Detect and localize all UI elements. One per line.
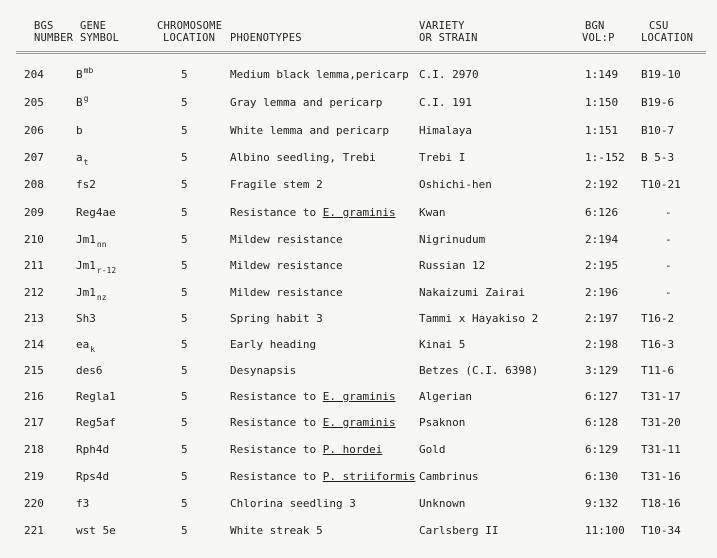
phenotype-text: Fragile stem 2 bbox=[230, 178, 323, 191]
phenotype bbox=[230, 151, 376, 164]
variety-strain: Kwan bbox=[419, 206, 446, 219]
csu-location: B 5-3 bbox=[641, 151, 675, 164]
phenotype-text: Gray lemma and pericarp bbox=[230, 96, 383, 109]
table-row bbox=[0, 524, 717, 545]
table-row bbox=[0, 286, 717, 307]
chromosome-location: 5 bbox=[181, 124, 188, 137]
bgn-vol-page: 11:100 bbox=[585, 524, 625, 537]
header-variety-strain bbox=[419, 20, 478, 44]
csu-location: B19-10 bbox=[641, 68, 681, 81]
variety-strain: Carlsberg II bbox=[419, 524, 499, 537]
phenotype bbox=[230, 338, 316, 351]
csu-location: - bbox=[665, 206, 672, 219]
table-row bbox=[0, 259, 717, 280]
gene-symbol-base: Rps4d bbox=[76, 470, 110, 483]
phenotype bbox=[230, 524, 323, 537]
csu-location: T16-2 bbox=[641, 312, 675, 325]
table-row bbox=[0, 312, 717, 333]
gene-symbol bbox=[76, 364, 103, 377]
phenotype-species: E. graminis bbox=[322, 390, 396, 403]
variety-strain: Gold bbox=[419, 443, 446, 456]
gene-symbol-base: des6 bbox=[76, 364, 103, 377]
bgs-number: 210 bbox=[24, 233, 44, 246]
variety-strain: Algerian bbox=[419, 390, 472, 403]
variety-strain: C.I. 191 bbox=[419, 96, 472, 109]
bgs-number: 219 bbox=[24, 470, 44, 483]
phenotype bbox=[230, 416, 396, 429]
variety-strain: Betzes (C.I. 6398) bbox=[419, 364, 539, 377]
gene-symbol bbox=[76, 470, 109, 483]
gene-symbol bbox=[76, 390, 116, 403]
variety-strain: Unknown bbox=[419, 497, 466, 510]
csu-location: - bbox=[665, 259, 672, 272]
phenotype-text: Resistance to bbox=[230, 390, 323, 403]
table-row bbox=[0, 151, 717, 172]
phenotype bbox=[230, 233, 343, 246]
chromosome-location: 5 bbox=[181, 206, 188, 219]
phenotype bbox=[230, 96, 382, 109]
bgs-number: 212 bbox=[24, 286, 44, 299]
gene-symbol-base: B bbox=[76, 96, 83, 109]
table-row bbox=[0, 206, 717, 227]
table-row bbox=[0, 497, 717, 518]
phenotype bbox=[230, 68, 409, 81]
header-chrom-line2: LOCATION bbox=[163, 32, 216, 44]
phenotype-text: White lemma and pericarp bbox=[230, 124, 389, 137]
header-phenotypes bbox=[230, 32, 302, 44]
phenotype-text: Resistance to bbox=[230, 416, 323, 429]
header-rule-bottom bbox=[16, 53, 706, 54]
chromosome-location: 5 bbox=[181, 524, 188, 537]
bgn-vol-page: 6:126 bbox=[585, 206, 619, 219]
phenotype-text: Medium black lemma,pericarp bbox=[230, 68, 409, 81]
bgs-number: 221 bbox=[24, 524, 44, 537]
bgn-vol-page: 3:129 bbox=[585, 364, 619, 377]
phenotype bbox=[230, 470, 415, 483]
table-row bbox=[0, 233, 717, 254]
csu-location: T16-3 bbox=[641, 338, 675, 351]
header-rule-top bbox=[16, 51, 706, 52]
bgs-number: 215 bbox=[24, 364, 44, 377]
bgn-vol-page: 6:130 bbox=[585, 470, 619, 483]
bgs-number: 214 bbox=[24, 338, 44, 351]
bgs-number: 208 bbox=[24, 178, 44, 191]
table-row bbox=[0, 124, 717, 145]
header-chrom-line1: CHROMOSOME bbox=[157, 20, 223, 32]
bgs-number: 207 bbox=[24, 151, 44, 164]
chromosome-location: 5 bbox=[181, 338, 188, 351]
header-phen-line: PHOENOTYPES bbox=[230, 32, 302, 44]
table-row bbox=[0, 178, 717, 199]
gene-symbol-base: Jm1 bbox=[76, 286, 96, 299]
bgs-number: 211 bbox=[24, 259, 44, 272]
gene-symbol-base: Jm1 bbox=[76, 233, 96, 246]
phenotype-text: Chlorina seedling 3 bbox=[230, 497, 356, 510]
bgs-number: 205 bbox=[24, 96, 44, 109]
csu-location: B19-6 bbox=[641, 96, 675, 109]
chromosome-location: 5 bbox=[181, 470, 188, 483]
chromosome-location: 5 bbox=[181, 312, 188, 325]
gene-symbol bbox=[76, 259, 117, 275]
csu-location: T31-17 bbox=[641, 390, 681, 403]
phenotype-text: Mildew resistance bbox=[230, 286, 343, 299]
phenotype-species: P. striiformis bbox=[322, 470, 416, 483]
table-row bbox=[0, 390, 717, 411]
gene-symbol bbox=[76, 68, 93, 81]
phenotype bbox=[230, 286, 343, 299]
header-variety-line1: VARIETY bbox=[419, 20, 465, 32]
gene-symbol bbox=[76, 206, 116, 219]
gene-symbol bbox=[76, 286, 107, 302]
variety-strain: Tammi x Hayakiso 2 bbox=[419, 312, 539, 325]
variety-strain: Nakaizumi Zairai bbox=[419, 286, 525, 299]
chromosome-location: 5 bbox=[181, 286, 188, 299]
bgn-vol-page: 1:-152 bbox=[585, 151, 625, 164]
chromosome-location: 5 bbox=[181, 497, 188, 510]
chromosome-location: 5 bbox=[181, 68, 188, 81]
csu-location: T31-16 bbox=[641, 470, 681, 483]
gene-symbol bbox=[76, 178, 96, 191]
csu-location: T11-6 bbox=[641, 364, 675, 377]
gene-symbol-base: b bbox=[76, 124, 83, 137]
header-bgn-line1: BGN bbox=[585, 20, 605, 32]
bgs-number: 220 bbox=[24, 497, 44, 510]
header-bgn-line2: VOL:P bbox=[582, 32, 615, 44]
gene-symbol-subscript: t bbox=[83, 158, 89, 167]
csu-location: T10-21 bbox=[641, 178, 681, 191]
phenotype-species: E. graminis bbox=[322, 416, 396, 429]
bgs-number: 217 bbox=[24, 416, 44, 429]
gene-symbol-base: a bbox=[76, 151, 83, 164]
bgn-vol-page: 9:132 bbox=[585, 497, 619, 510]
gene-symbol-base: Sh3 bbox=[76, 312, 96, 325]
table-row bbox=[0, 470, 717, 491]
gene-symbol-subscript: nz bbox=[96, 293, 107, 302]
header-bgs-number bbox=[34, 20, 73, 44]
bgn-vol-page: 6:128 bbox=[585, 416, 619, 429]
gene-symbol-base: Jm1 bbox=[76, 259, 96, 272]
header-bgs-line1: BGS bbox=[34, 20, 54, 32]
bgn-vol-page: 6:129 bbox=[585, 443, 619, 456]
gene-symbol bbox=[76, 124, 83, 137]
phenotype-text: Mildew resistance bbox=[230, 259, 343, 272]
variety-strain: Psaknon bbox=[419, 416, 466, 429]
gene-symbol-subscript: k bbox=[90, 345, 96, 354]
variety-strain: Trebi I bbox=[419, 151, 466, 164]
phenotype-text: Resistance to bbox=[230, 206, 323, 219]
bgs-number: 218 bbox=[24, 443, 44, 456]
phenotype-text: Desynapsis bbox=[230, 364, 297, 377]
bgs-number: 213 bbox=[24, 312, 44, 325]
chromosome-location: 5 bbox=[181, 364, 188, 377]
table-row bbox=[0, 416, 717, 437]
variety-strain: Oshichi-hen bbox=[419, 178, 492, 191]
gene-symbol-subscript: nn bbox=[96, 240, 107, 249]
phenotype-species: P. hordei bbox=[322, 443, 383, 456]
gene-symbol bbox=[76, 96, 88, 109]
variety-strain: Himalaya bbox=[419, 124, 472, 137]
phenotype bbox=[230, 312, 323, 325]
csu-location: - bbox=[665, 286, 672, 299]
variety-strain: Cambrinus bbox=[419, 470, 479, 483]
phenotype-text: Resistance to bbox=[230, 443, 323, 456]
variety-strain: Kinai 5 bbox=[419, 338, 466, 351]
gene-symbol bbox=[76, 497, 89, 510]
phenotype-text: Early heading bbox=[230, 338, 317, 351]
gene-symbol-base: ea bbox=[76, 338, 90, 351]
csu-location: T18-16 bbox=[641, 497, 681, 510]
chromosome-location: 5 bbox=[181, 443, 188, 456]
chromosome-location: 5 bbox=[181, 259, 188, 272]
gene-symbol-base: Regla1 bbox=[76, 390, 116, 403]
chromosome-location: 5 bbox=[181, 96, 188, 109]
phenotype bbox=[230, 178, 323, 191]
variety-strain: C.I. 2970 bbox=[419, 68, 479, 81]
gene-symbol-base: Rph4d bbox=[76, 443, 110, 456]
gene-symbol bbox=[76, 524, 116, 537]
variety-strain: Russian 12 bbox=[419, 259, 486, 272]
bgs-number: 204 bbox=[24, 68, 44, 81]
csu-location: T10-34 bbox=[641, 524, 681, 537]
phenotype-text: Spring habit 3 bbox=[230, 312, 323, 325]
phenotype bbox=[230, 206, 396, 219]
gene-symbol bbox=[76, 312, 96, 325]
phenotype-text: Resistance to bbox=[230, 470, 323, 483]
chromosome-location: 5 bbox=[181, 233, 188, 246]
phenotype bbox=[230, 364, 296, 377]
csu-location: T31-20 bbox=[641, 416, 681, 429]
phenotype-text: Albino seedling, Trebi bbox=[230, 151, 376, 164]
chromosome-location: 5 bbox=[181, 390, 188, 403]
gene-symbol-base: wst 5e bbox=[76, 524, 116, 537]
bgn-vol-page: 1:150 bbox=[585, 96, 619, 109]
chromosome-location: 5 bbox=[181, 416, 188, 429]
table-row bbox=[0, 68, 717, 89]
variety-strain: Nigrinudum bbox=[419, 233, 486, 246]
bgn-vol-page: 1:151 bbox=[585, 124, 619, 137]
bgs-number: 209 bbox=[24, 206, 44, 219]
header-gene-symbol bbox=[80, 20, 119, 44]
phenotype bbox=[230, 443, 382, 456]
phenotype bbox=[230, 259, 343, 272]
header-bgs-line2: NUMBER bbox=[34, 32, 74, 44]
gene-symbol-base: Reg4ae bbox=[76, 206, 116, 219]
phenotype bbox=[230, 390, 396, 403]
gene-symbol bbox=[76, 151, 89, 167]
table-row bbox=[0, 443, 717, 464]
gene-symbol-superscript: mb bbox=[83, 66, 94, 75]
gene-symbol bbox=[76, 416, 116, 429]
gene-symbol bbox=[76, 338, 96, 354]
csu-location: T31-11 bbox=[641, 443, 681, 456]
gene-symbol-subscript: r-12 bbox=[96, 266, 117, 275]
phenotype bbox=[230, 497, 356, 510]
gene-symbol-base: B bbox=[76, 68, 83, 81]
csu-location: - bbox=[665, 233, 672, 246]
gene-symbol-base: fs2 bbox=[76, 178, 96, 191]
header-variety-line2: OR STRAIN bbox=[419, 32, 478, 44]
table-row bbox=[0, 96, 717, 117]
chromosome-location: 5 bbox=[181, 151, 188, 164]
header-gene-line2: SYMBOL bbox=[80, 32, 120, 44]
bgn-vol-page: 2:194 bbox=[585, 233, 619, 246]
table-row bbox=[0, 338, 717, 359]
bgn-vol-page: 2:192 bbox=[585, 178, 619, 191]
header-csu-line2: LOCATION bbox=[641, 32, 694, 44]
bgn-vol-page: 2:198 bbox=[585, 338, 619, 351]
table-row bbox=[0, 364, 717, 385]
header-chromosome-location bbox=[157, 20, 222, 44]
header-csu-line1: CSU bbox=[649, 20, 669, 32]
bgn-vol-page: 1:149 bbox=[585, 68, 619, 81]
gene-symbol-base: f3 bbox=[76, 497, 90, 510]
csu-location: B10-7 bbox=[641, 124, 675, 137]
phenotype-text: White streak 5 bbox=[230, 524, 323, 537]
header-csu-location bbox=[641, 20, 693, 44]
bgn-vol-page: 2:196 bbox=[585, 286, 619, 299]
header-bgn-volp bbox=[582, 20, 615, 44]
phenotype-species: E. graminis bbox=[322, 206, 396, 219]
gene-symbol-base: Reg5af bbox=[76, 416, 116, 429]
phenotype-text: Mildew resistance bbox=[230, 233, 343, 246]
gene-symbol bbox=[76, 233, 107, 249]
gene-symbol-superscript: g bbox=[83, 94, 89, 103]
phenotype bbox=[230, 124, 389, 137]
chromosome-location: 5 bbox=[181, 178, 188, 191]
gene-symbol bbox=[76, 443, 109, 456]
header-gene-line1: GENE bbox=[80, 20, 107, 32]
bgn-vol-page: 6:127 bbox=[585, 390, 619, 403]
bgs-number: 206 bbox=[24, 124, 44, 137]
bgs-number: 216 bbox=[24, 390, 44, 403]
bgn-vol-page: 2:195 bbox=[585, 259, 619, 272]
bgn-vol-page: 2:197 bbox=[585, 312, 619, 325]
